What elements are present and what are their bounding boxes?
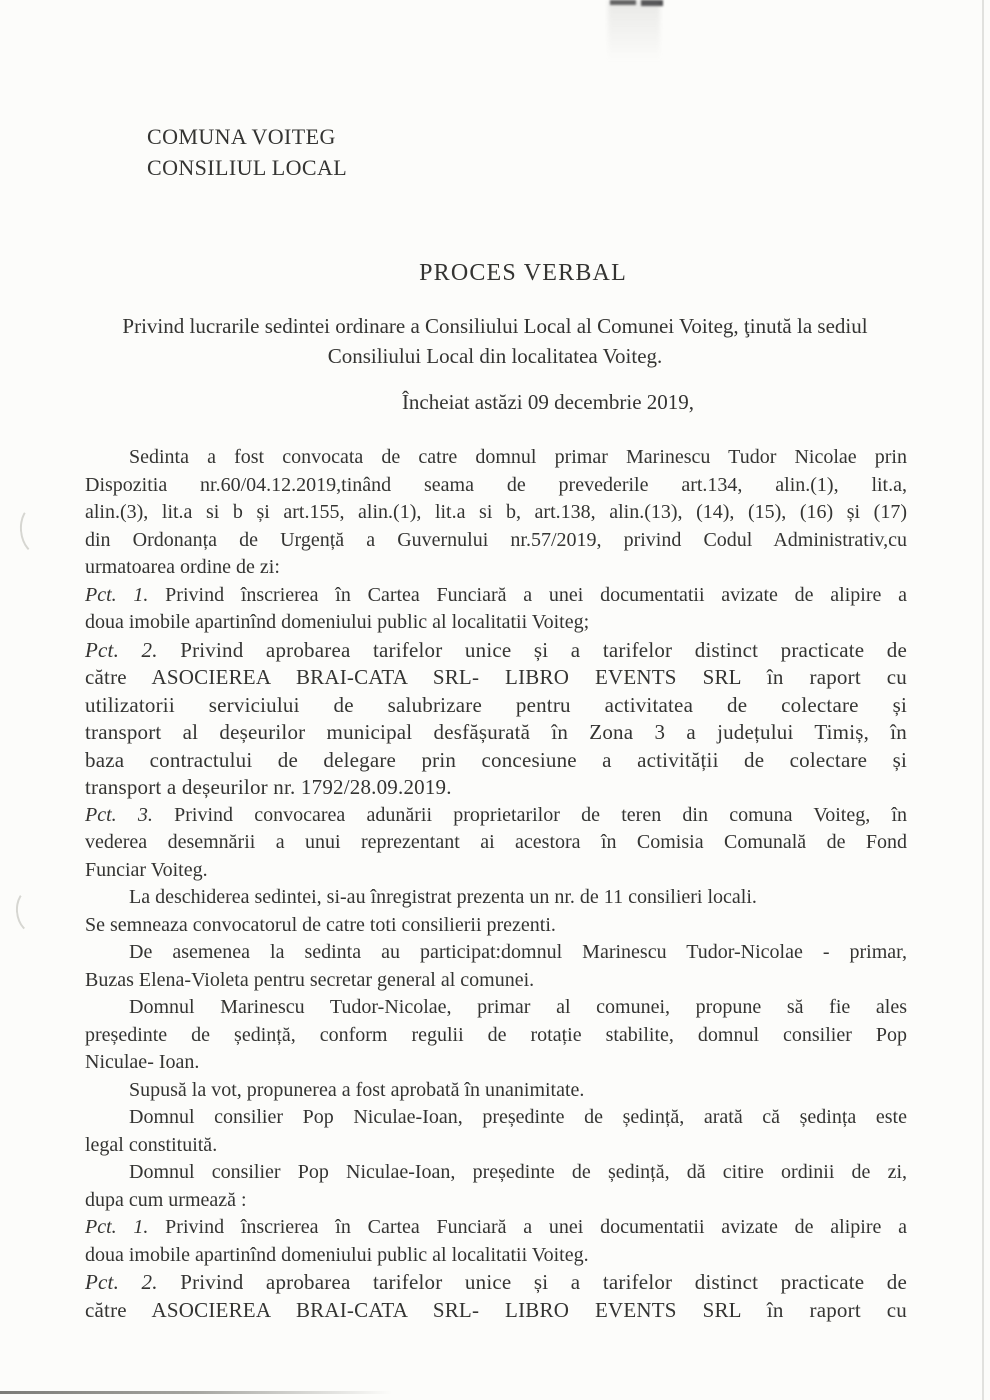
- document-body: [85, 444, 907, 1324]
- text-line: [85, 1269, 907, 1297]
- text-line: transport a deșeurilor nr. 1792/28.09.2019.: [85, 775, 452, 799]
- text-line: Sedinta a fost convocata de catre domnul primar Marinescu Tudor Nicolae prin: [129, 446, 907, 468]
- text-line: Niculae- Ioan.: [85, 1051, 200, 1073]
- text-line: dupa cum urmează :: [85, 1188, 247, 1211]
- text-line: președinte de ședință, conform regulii de rotație stabilite, domnul consilier Pop: [85, 1023, 907, 1046]
- scan-streak: [608, 0, 660, 62]
- council-name: CONSILIUL LOCAL: [147, 155, 348, 180]
- text-line: Buzas Elena-Violeta pentru secretar general al comunei.: [85, 968, 535, 991]
- letterhead: [147, 121, 347, 183]
- text-line: către ASOCIEREA BRAI-CATA SRL- LIBRO EVENTS SRL în raport cu: [85, 665, 907, 689]
- text-line: legal constituită.: [85, 1133, 218, 1156]
- paragraph-agenda-item-2: [85, 637, 907, 802]
- text-line: Domnul consilier Pop Niculae-Ioan, președinte de ședință, arată că ședința este: [129, 1106, 907, 1128]
- pct-text: Privind înscrierea în Cartea Funciară a unei documentatii avizate de alipire a: [165, 1216, 907, 1238]
- pct-text: Privind aprobarea tarifelor unice și a tarifelor distinct practicate de: [180, 637, 907, 662]
- paragraph-convocation: [85, 444, 907, 582]
- pct-label: Pct. 1.: [85, 1216, 149, 1238]
- pct-label: Pct. 2.: [85, 1270, 158, 1294]
- document-title: PROCES VERBAL: [419, 260, 627, 286]
- paragraph-agenda-reading: [85, 1159, 907, 1214]
- subtitle-line: Consiliului Local din localitatea Voiteg.: [327, 344, 663, 368]
- org-name: COMUNA VOITEG: [147, 124, 336, 149]
- text-line: [85, 1214, 907, 1242]
- paragraph-opening: [85, 884, 907, 939]
- pct-text: Privind convocarea adunării proprietarilor de teren din comuna Voiteg, în: [174, 803, 908, 826]
- text-line: La deschiderea sedintei, si-au înregistrat prezenta un nr. de 11 consilieri locali.: [129, 886, 757, 908]
- text-line: din Ordonanța de Urgență a Guvernului nr.57/2019, privind Codul Administrativ,cu: [85, 528, 907, 551]
- text-line: De asemenea la sedinta au participat:domnul Marinescu Tudor-Nicolae - primar,: [129, 941, 907, 963]
- punch-hole-shadow: [17, 503, 56, 556]
- text-line: către ASOCIEREA BRAI-CATA SRL- LIBRO EVENTS SRL în raport cu: [85, 1297, 907, 1322]
- text-line: Domnul consilier Pop Niculae-Ioan, președinte de ședință, dă citire ordinii de zi,: [129, 1161, 907, 1183]
- text-line: urmatoarea ordine de zi:: [85, 556, 280, 578]
- paragraph-legally-constituted: [85, 1104, 907, 1159]
- text-line: [85, 802, 907, 830]
- subtitle-line: Privind lucrarile sedintei ordinare a Consiliului Local al Comunei Voiteg, ţinută la sediul: [122, 314, 868, 338]
- text-line: Dispozitia nr.60/04.12.2019,tinând seama de prevederile art.134, alin.(1), lit.a,: [85, 473, 907, 496]
- text-line: alin.(3), lit.a si b și art.155, alin.(1), lit.a si b, art.138, alin.(13), (14), (15), (16) și (17): [85, 501, 907, 523]
- scan-edge-line: [982, 0, 984, 1400]
- paragraph-vote: [85, 1077, 907, 1105]
- pct-text: Privind înscrierea în Cartea Funciară a unei documentatii avizate de alipire a: [165, 583, 907, 606]
- document-subtitle: [55, 311, 935, 371]
- text-line: [85, 582, 907, 610]
- pct-text: Privind aprobarea tarifelor unice și a tarifelor distinct practicate de: [180, 1270, 907, 1294]
- paragraph-participants: [85, 939, 907, 994]
- paragraph-agenda-item-3: [85, 802, 907, 885]
- punch-hole-shadow: [14, 886, 53, 935]
- text-line: transport al deșeurilor municipal desfășurată în Zona 3 a județului Timiș, în: [85, 720, 907, 744]
- text-line: baza contractului de delegare prin concesiune a activității de colectare și: [85, 747, 907, 772]
- text-line: Domnul Marinescu Tudor-Nicolae, primar al comunei, propune să fie ales: [129, 996, 907, 1018]
- text-line: [85, 637, 907, 665]
- date-line: Încheiat astăzi 09 decembrie 2019,: [401, 390, 695, 414]
- pct-label: Pct. 2.: [85, 637, 158, 662]
- paragraph-chairman-proposal: [85, 994, 907, 1077]
- text-line: doua imobile apartinînd domeniului public al localitatii Voiteg;: [85, 611, 590, 633]
- pct-label: Pct. 3.: [85, 803, 153, 826]
- text-line: utilizatorii serviciului de salubrizare pentru activitatea de colectare și: [85, 692, 907, 717]
- text-line: Supusă la vot, propunerea a fost aprobată în unanimitate.: [129, 1078, 585, 1101]
- text-line: vederea desemnării a unui reprezentant ai acestora în Comisia Comunală de Fond: [85, 831, 907, 853]
- text-line: doua imobile apartinînd domeniului public al localitatii Voiteg.: [85, 1243, 589, 1266]
- text-line: Se semneaza convocatorul de catre toti consilierii prezenti.: [85, 913, 556, 936]
- text-line: Funciar Voiteg.: [85, 858, 208, 881]
- paragraph-agenda-item-1-repeat: [85, 1214, 907, 1269]
- pct-label: Pct. 1.: [85, 583, 149, 606]
- paragraph-agenda-item-1: [85, 582, 907, 637]
- paragraph-agenda-item-2-repeat: [85, 1269, 907, 1324]
- scan-edge-line: [0, 1391, 560, 1394]
